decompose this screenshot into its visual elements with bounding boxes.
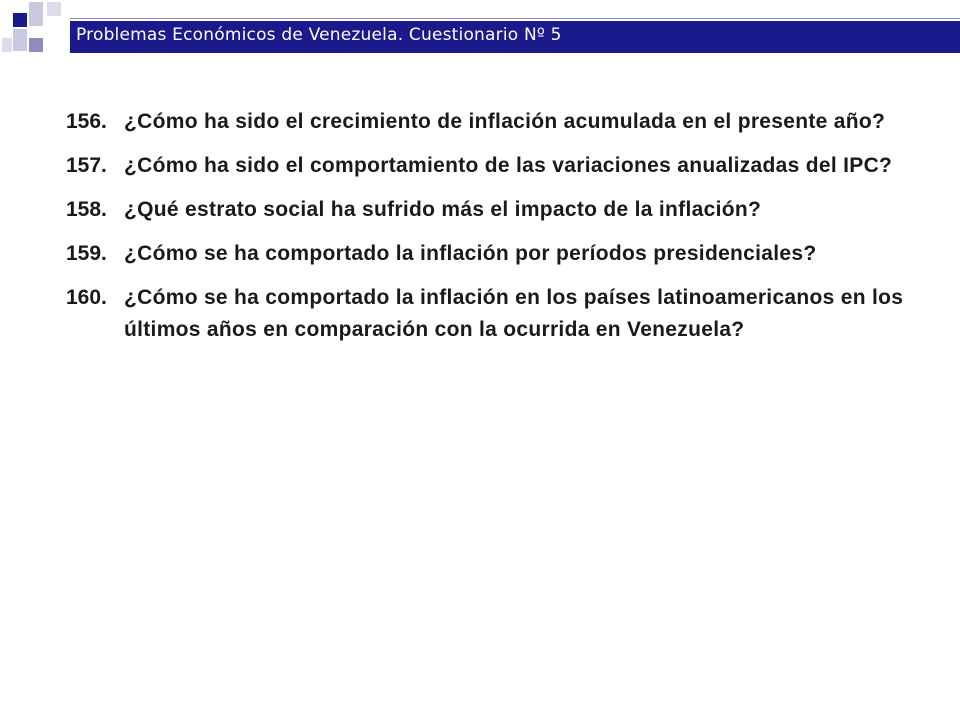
question-text: ¿Qué estrato social ha sufrido más el impacto de la inflación? [124, 198, 762, 221]
question-number: 159. [66, 242, 107, 265]
question-item [66, 106, 926, 138]
question-number: 158. [66, 198, 107, 221]
question-item [66, 150, 926, 182]
question-text: ¿Cómo se ha comportado la inflación en los países latinoamericanos en los últimos años en comparación con la ocurrida en Venezuela? [124, 286, 904, 341]
question-number: 156. [66, 110, 107, 133]
question-text: ¿Cómo ha sido el crecimiento de inflación acumulada en el presente año? [124, 110, 886, 133]
question-list [66, 106, 926, 358]
decorative-square [47, 2, 61, 16]
decorative-square [2, 38, 12, 52]
header-rule [70, 18, 960, 19]
question-number: 157. [66, 154, 107, 177]
decorative-square [29, 2, 43, 26]
question-item [66, 194, 926, 226]
decorative-square [13, 29, 27, 51]
decorative-square [29, 38, 43, 52]
question-text: ¿Cómo ha sido el comportamiento de las variaciones anualizadas del IPC? [124, 154, 893, 177]
question-item [66, 282, 926, 346]
question-item [66, 238, 926, 270]
question-number: 160. [66, 286, 107, 309]
decorative-square [13, 13, 27, 27]
slide-header-title: Problemas Económicos de Venezuela. Cuestionario Nº 5 [76, 25, 562, 45]
question-text: ¿Cómo se ha comportado la inflación por períodos presidenciales? [124, 242, 817, 265]
